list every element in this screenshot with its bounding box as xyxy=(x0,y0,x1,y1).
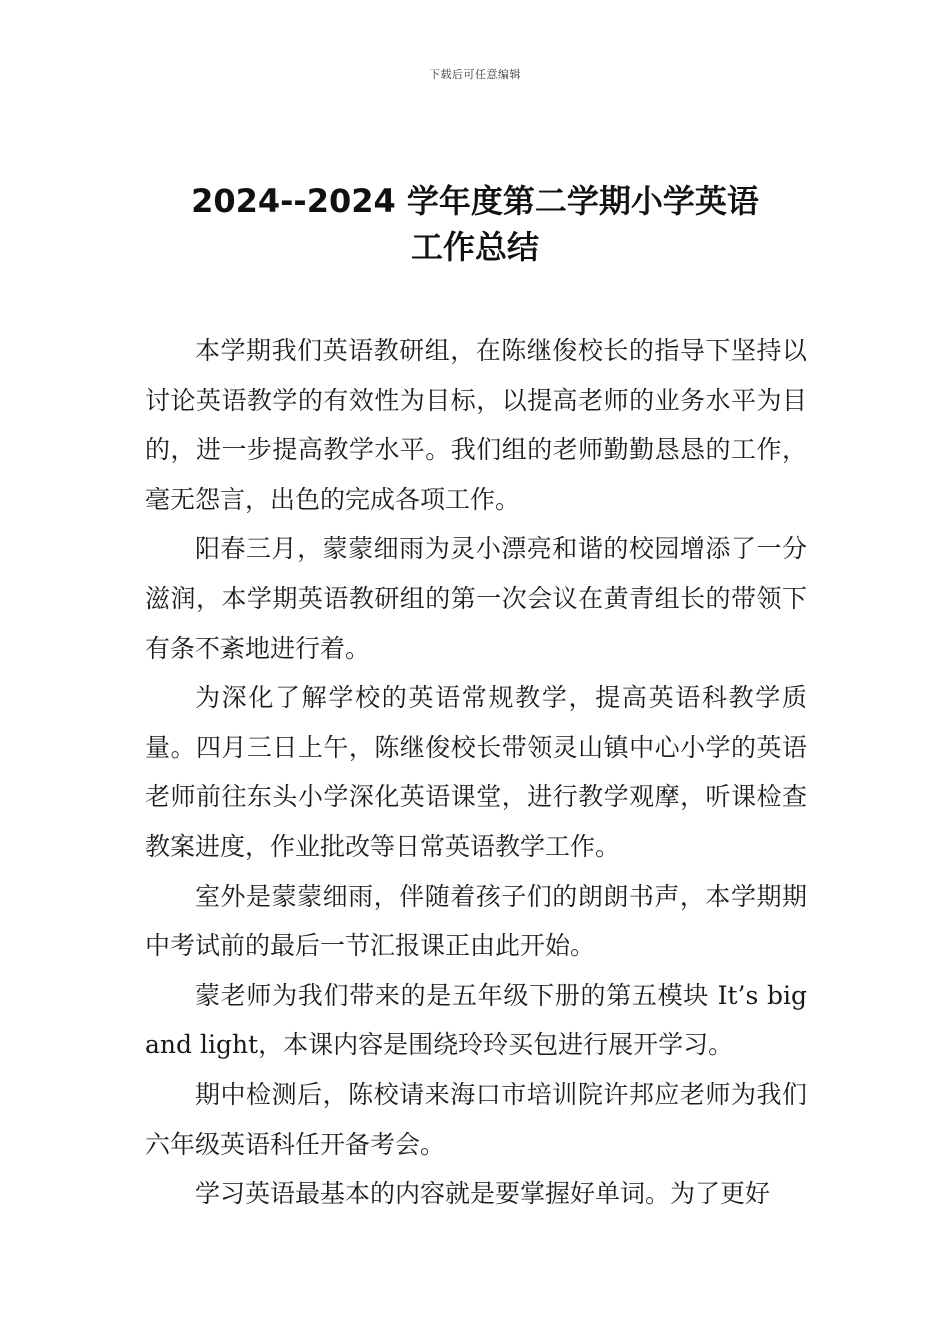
paragraph: 阳春三月，蒙蒙细雨为灵小漂亮和谐的校园增添了一分滋润，本学期英语教研组的第一次会议在黄青组长的带领下有条不紊地进行着。 xyxy=(145,534,807,663)
document-body xyxy=(145,326,807,1219)
title-line-1: 2024--2024 学年度第二学期小学英语 xyxy=(191,182,759,220)
paragraph: 蒙老师为我们带来的是五年级下册的第五模块 It’s big and light，本课内容是围绕玲玲买包进行展开学习。 xyxy=(145,980,807,1060)
paragraph: 室外是蒙蒙细雨，伴随着孩子们的朗朗书声，本学期期中考试前的最后一节汇报课正由此开始。 xyxy=(145,881,807,961)
title-line-2: 工作总结 xyxy=(410,228,539,266)
paragraph: 本学期我们英语教研组，在陈继俊校长的指导下坚持以讨论英语教学的有效性为目标，以提高老师的业务水平为目的，进一步提高教学水平。我们组的老师勤勤恳恳的工作，毫无怨言，出色的完成各项工作。 xyxy=(145,336,807,514)
paragraph: 期中检测后，陈校请来海口市培训院许邦应老师为我们六年级英语科任开备考会。 xyxy=(145,1079,807,1159)
paragraph: 学习英语最基本的内容就是要掌握好单词。为了更好 xyxy=(195,1179,771,1209)
paragraph: 为深化了解学校的英语常规教学，提高英语科教学质量。四月三日上午，陈继俊校长带领灵山镇中心小学的英语老师前往东头小学深化英语课堂，进行教学观摩，听课检查教案进度，作业批改等日常英语教学工作。 xyxy=(145,683,807,861)
header-note: 下载后可任意编辑 xyxy=(429,68,521,81)
document-title xyxy=(100,178,850,270)
